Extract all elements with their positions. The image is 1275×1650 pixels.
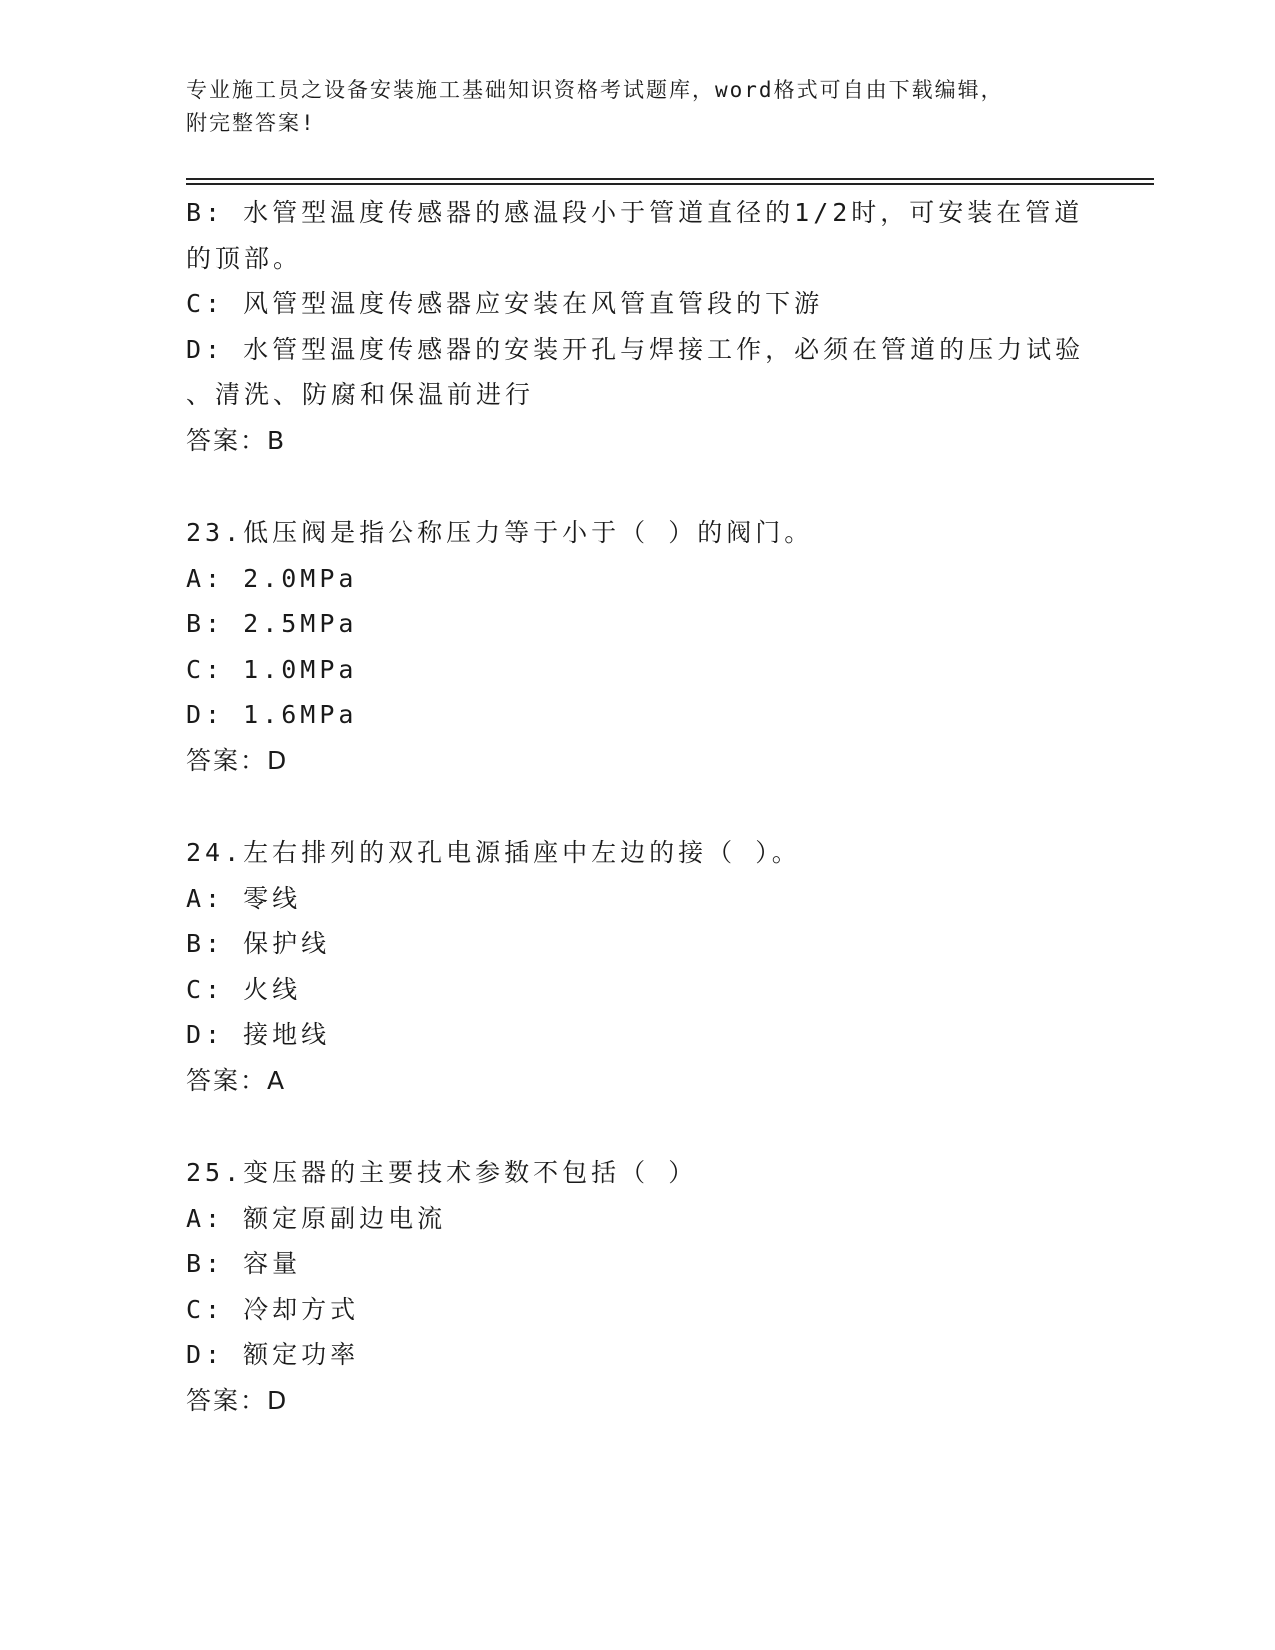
question-24	[186, 830, 1086, 1103]
option-d: D: 额定功率	[186, 1340, 360, 1369]
question-stem: 24.左右排列的双孔电源插座中左边的接（ ）。	[186, 838, 801, 867]
spacer	[186, 1103, 1086, 1150]
document-body	[186, 190, 1086, 1423]
question-stem: 23.低压阀是指公称压力等于小于（ ）的阀门。	[186, 518, 814, 547]
option-c: C: 冷却方式	[186, 1294, 360, 1324]
answer-line: 答案：A	[186, 1065, 287, 1095]
option-line: C: 风管型温度传感器应安装在风管直管段的下游	[186, 289, 824, 318]
option-b: B: 保护线	[186, 929, 331, 958]
spacer	[186, 463, 1086, 510]
question-stem: 25.变压器的主要技术参数不包括（ ）	[186, 1158, 698, 1187]
option-c: C: 1.0MPa	[186, 654, 358, 684]
option-line: 的顶部。	[186, 243, 303, 273]
option-a: A: 额定原副边电流	[186, 1203, 447, 1233]
option-line: 、清洗、防腐和保温前进行	[186, 380, 535, 409]
header-line-2: 附完整答案!	[186, 111, 316, 135]
option-c: C: 火线	[186, 974, 302, 1004]
question-23	[186, 510, 1086, 783]
answer-line: 答案：D	[186, 745, 289, 775]
option-d: D: 接地线	[186, 1020, 331, 1049]
question-25	[186, 1150, 1086, 1423]
option-line: B: 水管型温度传感器的感温段小于管道直径的1/2时，可安装在管道	[186, 198, 1084, 227]
header-rule-top	[186, 178, 1154, 180]
option-b: B: 2.5MPa	[186, 609, 358, 638]
question-22-continuation	[186, 190, 1086, 463]
option-d: D: 1.6MPa	[186, 700, 358, 729]
document-header	[186, 74, 1086, 140]
option-line: D: 水管型温度传感器的安装开孔与焊接工作，必须在管道的压力试验	[186, 334, 1085, 364]
header-rule-bottom	[186, 183, 1154, 185]
answer-line: 答案：B	[186, 425, 287, 455]
spacer	[186, 783, 1086, 830]
answer-line: 答案：D	[186, 1385, 289, 1415]
option-a: A: 2.0MPa	[186, 563, 358, 593]
option-a: A: 零线	[186, 883, 302, 913]
header-line-1: 专业施工员之设备安装施工基础知识资格考试题库，word格式可自由下载编辑，	[186, 78, 1004, 102]
option-b: B: 容量	[186, 1249, 302, 1278]
